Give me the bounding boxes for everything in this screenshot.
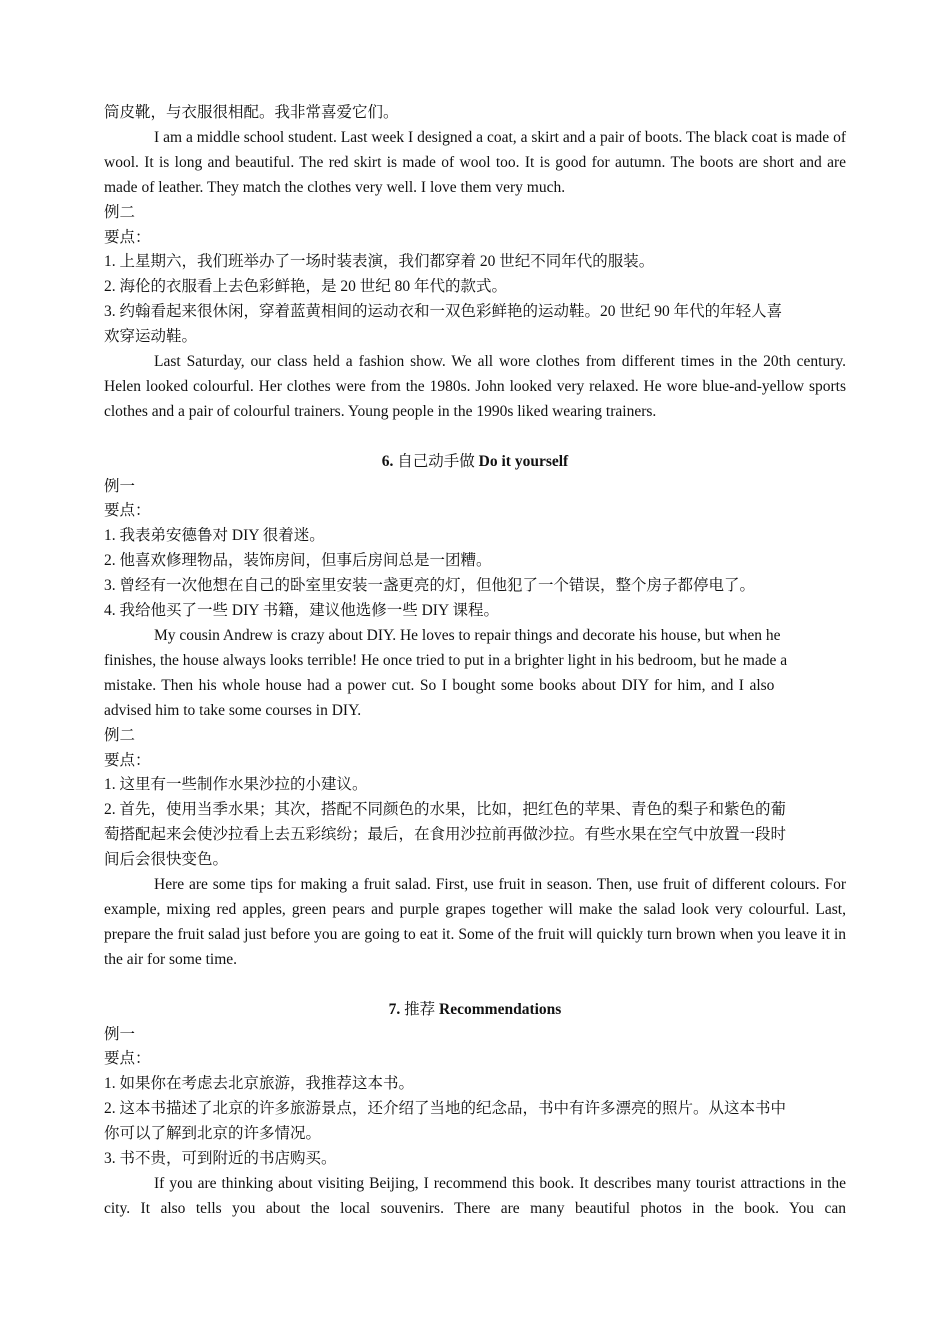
s6-ex1-point-2: 2. 他喜欢修理物品，装饰房间，但事后房间总是一团糟。 (104, 552, 492, 570)
s6-ex1-english-line-1: My cousin Andrew is crazy about DIY. He loves to repair things and decorate his house, but when he (154, 627, 781, 645)
s5-ex2-english-paragraph: Last Saturday, our class held a fashion show. We all wore clothes from different times in the 20th century. Helen looked colourful. Her clothes were from the 1980s. John looked very relaxed. He wore blue-and-yellow sports clothes and a pair of colourful trainers. Young people in the 1990s liked wearing trainers. (104, 353, 846, 420)
s6-ex2-label: 例二 (104, 726, 136, 744)
s7-ex1-point-1: 1. 如果你在考虑去北京旅游，我推荐这本书。 (104, 1075, 415, 1093)
s6-ex1-english-line-3: mistake. Then his whole house had a power cut. So I bought some books about DIY for him, and I also (104, 676, 775, 694)
s6-ex2-point-1: 1. 这里有一些制作水果沙拉的小建议。 (104, 776, 368, 794)
s6-ex1-point-3: 3. 曾经有一次他想在自己的卧室里安装一盏更亮的灯，但他犯了一个错误，整个房子都停电了。 (104, 577, 756, 595)
s7-ex1-english-paragraph: If you are thinking about visiting Beijing, I recommend this book. It describes many tourist attractions in the city. It also tells you about the local souvenirs. There are many beautiful photos in the book. You can (104, 1174, 846, 1217)
s6-ex1-point-4: 4. 我给他买了一些 DIY 书籍，建议他选修一些 DIY 课程。 (104, 602, 499, 620)
top-fragment: 筒皮靴，与衣服很相配。我非常喜爱它们。 (104, 104, 399, 121)
section-6-title (104, 450, 846, 475)
section-6-title-en: Do it yourself (478, 452, 569, 470)
s6-ex1-point-1: 1. 我表弟安德鲁对 DIY 很着迷。 (104, 527, 325, 545)
document-page (104, 101, 846, 1222)
s6-ex1-english-line-4: advised him to take some courses in DIY. (104, 701, 362, 719)
s5-ex2-point-2: 2. 海伦的衣服看上去色彩鲜艳，是 20 世纪 80 年代的款式。 (104, 278, 508, 296)
section-7-title (104, 998, 846, 1023)
s6-ex2-points-label: 要点： (104, 751, 151, 769)
s6-ex1-points-label: 要点： (104, 502, 151, 520)
section-7-title-en: Recommendations (439, 1000, 562, 1018)
s7-ex1-point-2-cont: 你可以了解到北京的许多情况。 (104, 1125, 322, 1143)
s5-ex2-point-3: 3. 约翰看起来很休闲，穿着蓝黄相间的运动衣和一双色彩鲜艳的运动鞋。20 世纪 90 年代的年轻人喜 (104, 303, 783, 321)
s6-ex1-label: 例一 (104, 477, 136, 495)
s5-ex2-point-1: 1. 上星期六，我们班举办了一场时装表演，我们都穿着 20 世纪不同年代的服装。 (104, 253, 655, 271)
s5-ex2-label: 例二 (104, 203, 136, 221)
s7-ex1-label: 例一 (104, 1025, 136, 1043)
s7-ex1-points-label: 要点： (104, 1050, 151, 1068)
s6-ex1-english-line-2: finishes, the house always looks terrible! He once tried to put in a brighter light in his bedroom, but he made a (104, 651, 788, 669)
s6-ex2-point-2: 2. 首先，使用当季水果；其次，搭配不同颜色的水果，比如，把红色的苹果、青色的梨子和紫色的葡 (104, 801, 787, 819)
s6-ex2-english-paragraph: Here are some tips for making a fruit salad. First, use fruit in season. Then, use fruit of different colours. For example, mixing red apples, green pears and purple grapes together will make the salad look very colourful. Last, prepare the fruit salad just before you are going to eat it. Some of the fruit will quickly turn brown when you leave it in the air for some time. (104, 876, 846, 968)
s7-ex1-point-3: 3. 书不贵，可到附近的书店购买。 (104, 1150, 337, 1168)
s5-ex1-english-paragraph: I am a middle school student. Last week I designed a coat, a skirt and a pair of boots. The black coat is made of wool. It is long and beautiful. The red skirt is made of wool too. It is good for autumn. The boots are short and are made of leather. They match the clothes very well. I love them very much. (104, 128, 846, 196)
section-6-title-zh: 自己动手做 (397, 452, 475, 470)
s6-ex2-point-2-cont: 萄搭配起来会使沙拉看上去五彩缤纷；最后，在食用沙拉前再做沙拉。有些水果在空气中放置一段时 (104, 826, 787, 844)
s5-ex2-points-label: 要点： (104, 228, 151, 246)
section-7-title-zh: 推荐 (404, 1000, 436, 1018)
s7-ex1-point-2: 2. 这本书描述了北京的许多旅游景点，还介绍了当地的纪念品，书中有许多漂亮的照片。从这本书中 (104, 1100, 787, 1118)
section-7-number: 7. (388, 1000, 401, 1018)
section-6-number: 6. (381, 452, 394, 470)
s6-ex2-point-2-end: 间后会很快变色。 (104, 851, 229, 869)
s5-ex2-point-3-cont: 欢穿运动鞋。 (104, 328, 198, 346)
